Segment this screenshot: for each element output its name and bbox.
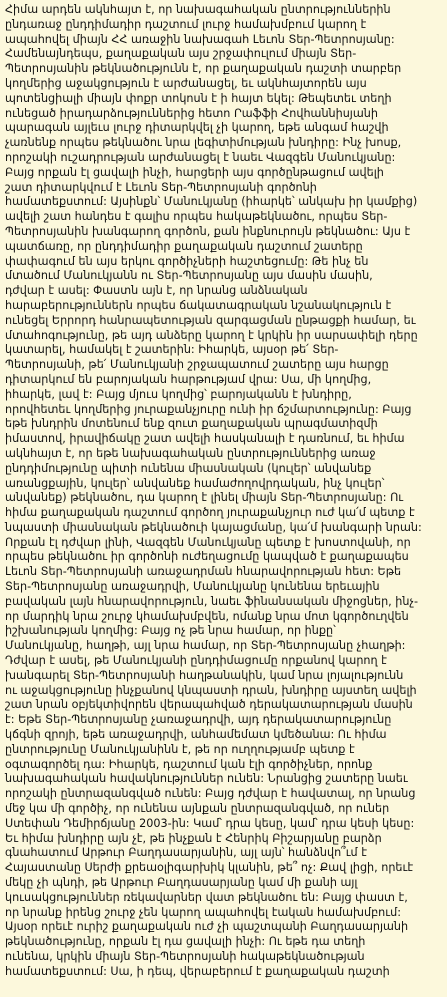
article-line: մտածում Մանուկյանն ու Տեր-Պետրոսյանը այս մասին մասին, [5, 269, 373, 283]
article-line: ապահովել միայն ՀՀ առաջին նախագահ Լեւոն Տեր-Պետրոսյանը: [5, 32, 395, 46]
article-line: որպես թեկնածու իր գործոնի ուժեղացումը կապված է քաղաքապես [5, 550, 409, 564]
article-line: Պետրոսյանի, թե՛ Մանուկյանի շրջապատում շատերը այս հարցը [5, 358, 389, 372]
article-line: Լեւոն Տեր-Պետրոսյանի առաջադրման հնարավորության հետ: Եթե [5, 565, 402, 579]
article-line: որովհետեւ կողմերից յուրաքանչյուրը ունի իր ճշմարտությունը: Բայց [5, 402, 412, 416]
article-line: որ մարդիկ նրա շուրջ կհամախմբվեն, ոմանք նրա մոտ կգործուղվեն [5, 609, 409, 623]
article-line: Որքան էլ դժվար լինի, Վազգեն Մանուկյանը պետք է խոստովանի, որ [5, 535, 411, 549]
article-line: ավելի շատ հանդես է գալիս որպես հակաթեկնածու, որպես Տեր- [5, 210, 388, 224]
article-line: է: Եթե Տեր-Պետրոսյանը չառաջադրվի, այդ դերակատարությունը [5, 713, 392, 727]
article-line: կողմերից աջակցություն է արժանացել, եւ ակնհայտորեն այս [5, 76, 367, 90]
article-line: անվանեք) թեկնածու, դա կարող է լինել միայն Տեր-Պետրոսյանը: Ու [5, 491, 404, 505]
article-line: պարագան այլեւս լուրջ դիտարկվել չի կարող, եթե անգամ հաշվի [5, 121, 389, 135]
article-line: որ նրանք իրենց շուրջ չեն կարող ապահովել էական համախմբում: [5, 905, 401, 919]
article-text [5, 3, 443, 980]
article-line: իհարկե, լավ է: Բայց մյուս կողմից՝ բարոյականն է խնդիրը, [5, 387, 352, 401]
article-line: ունեցել Երրորդ հանրապետության զարգացման ընթացքի համար, եւ [5, 313, 416, 327]
article-line: իմաստով, իրավիճակը շատ ավելի հասկանալի է դառնում, եւ հիմա [5, 432, 405, 446]
article-line: ընտրությունը Մանուկյանինն է, թե որ ուղղությամբ պետք է [5, 742, 355, 756]
article-line: փափագում են այս երկու գործիչների հաշտեցումը: Թե ինչ են [5, 254, 369, 268]
article-line: Տեր-Պետրոսյանը առաջադրվի, Մանուկյանը կունենա երեւային [5, 580, 380, 594]
article-line: դժվար է ասել: Փաստն այն է, որ նրանց անձնական [5, 284, 308, 298]
article-line: գնահատում Արթուր Բաղդասարյանին, այլ այն՝ հանձնվո՞ւմ է [5, 846, 367, 860]
article-line: Համենայնդեպս, քաղաքական այս շրջափուլում միայն Տեր- [5, 47, 357, 61]
article-line: ունենա, կրկին միայն Տեր-Պետրոսյանի հակաթեկնածության [5, 950, 365, 963]
article-line: բավական լայն հնարավորություն, նաեւ ֆինանսական միջոցներ, ինչ- [5, 594, 419, 608]
article-line: իշխանության կողմից: Բայց ոչ թե նրա համար, որ ինքը՝ [5, 624, 336, 638]
article-line: նախագահական հավակնություններ ունեն: Նրանցից շատերը նաեւ [5, 772, 408, 786]
article-line: Եւ հիմա խնդիրը այն չէ, թե ինչքան է Հենրիկ Բիշարյանը բարձր [5, 831, 382, 845]
article-line: կճգնի զրոյի, եթե առաջադրվի, անհամեմատ կմեծանա: Ու հիմա [5, 728, 387, 742]
article-line: մտահոգությունը, թե այդ անձերը կարող է կրկին իր սարսափելի դերը [5, 328, 418, 342]
article-line: ունեցած իրադարձություններից հետո Րաֆֆի Հովհաննիսյանի [5, 106, 378, 120]
article-line: շատ նրան օբյեկտիվորեն վերապահված դերակատարության մասին [5, 698, 413, 712]
article-line: խանգարել Տեր-Պետրոսյանի հաղթանակին, կամ նրա լոյալությունն [5, 668, 404, 682]
article-line: չառնենք որպես թեկնածու նրա լեգիտիմության խնդիրը: Ինչ խոսք, [5, 136, 402, 150]
article-line: ընդդիմությունը պիտի ունենա միասնական (կուլեր՝ անվանեք [5, 461, 372, 475]
article-line: Հիմա արդեն ակնհայտ է, որ նախագահական ընտրություններին [5, 3, 391, 16]
article-line: թեկնածությունը, որքան էլ դա ցավալի ինչի: Ու եթե դա տեղի [5, 935, 366, 949]
article-line: հիմա քաղաքական դաշտում գործող յուրաքանչյուր ուժ կա՛մ պետք է [5, 506, 415, 520]
article-line: համատեքստում: Սա, ի դեպ, վերաբերում է քաղաքական դաշտի [5, 964, 390, 978]
article-line: եթե խնդրին մոտենում ենք զուտ քաղաքական պրագմատիզմի [5, 417, 378, 431]
article-line: պատճառը, որ ընդդիմադիր քաղաքական դաշտում շատերը [5, 239, 363, 253]
article-line: համատեքստում: Այսինքն՝ Մանուկյանը (իհարկե՝ անկախ իր կամքից) [5, 195, 418, 209]
article-line: Պետրոսյանին թեկնածությունն է, որ քաղաքական դաշտի տարբեր [5, 62, 402, 76]
article-line: Հայաստանը Սերժի քրեաօլիգարխիկ կլանին, թե՞ ոչ: Քավ լիցի, որեւէ [5, 861, 414, 875]
article-line: Պետրոսյանին խանգարող գործոն, քան ինքնուրույն թեկնածու: Այս է [5, 224, 411, 238]
article-line: Դժվար է ասել, թե Մանուկյանի ընդդիմացումը որքանով կարող է [5, 654, 387, 668]
article-line: ընդառաջ ընդդիմադիր դաշտում լուրջ համախմբում կարող է [5, 17, 367, 31]
article-line: մեջ կա մի գործիչ, որ ունենա այնքան ընտրազանգված, որ ուներ [5, 802, 390, 816]
article-line: հարաբերություններն որպես ճակատագրական նշանակություն է [5, 298, 392, 312]
article-line: պոտենցիալի միայն փոքր տոկոսն է ի հայտ եկել: Թեպետեւ տեղի [5, 91, 392, 105]
article-line: մեկը չի պնդի, թե Արթուր Բաղդասարյանը կամ մի քանի այլ [5, 876, 358, 890]
article-line: կուսակցություններ ռեկավարներ վատ թեկնածու են: Բայց փաստ է, [5, 890, 408, 904]
article-line: նպաստի միասնական թեկնածուի կայացմանը, կա՛մ խանգարի նրան: [5, 520, 422, 534]
article-line: առանցքային, կուլեր՝ անվանեք համաժողովրդական, ինչ կուլեր՝ [5, 476, 385, 490]
article-line: որոշակի ընտրազանգված ունեն: Բայց դժվար է հավատալ, որ նրանց [5, 787, 416, 801]
article-line: որոշակի ուշադրության արժանացել է նաեւ Վազգեն Մանուկյանը: [5, 150, 396, 164]
article-line: Մանուկյանը, հաղթի, այլ նրա համար, որ Տեր-Պետրոսյանը չհաղթի: [5, 639, 406, 653]
article-line: Բայց որքան էլ ցավալի ինչի, հարցերի այս գործընթացում ավելի [5, 165, 384, 179]
article-line: օգտագործել դա: Իհարկե, դաշտում կան էլի գործիչներ, որոնք [5, 757, 373, 771]
article-line: կատարել, համակել է շատերին: Իհարկե, այսօր թե՛ Տեր- [5, 343, 339, 357]
article-line: ակնհայտ է, որ եթե նախագահական ընտրություններից առաջ [5, 446, 376, 460]
article-line: ու աջակցությունը ինչքանով կնպաստի դրան, խնդիրը այստեղ ավելի [5, 683, 417, 697]
article-line: դիտարկում են բարոյական հարթությամ վրա: Սա, մի կողմից, [5, 372, 372, 386]
article-line: Ստեփան Դեմիրճյանը 2003-ին: Կամ՝ դրա կեսը, կամ՝ դրա կեսի կեսը: [5, 816, 415, 830]
article-line: Այսօր որեւէ ուրիշ քաղաքական ուժ չի պաշտպանի Բաղդասարյանի [5, 920, 409, 934]
article-line: շատ դիտարկվում է Լեւոն Տեր-Պետրոսյանի գործոնի [5, 180, 317, 194]
